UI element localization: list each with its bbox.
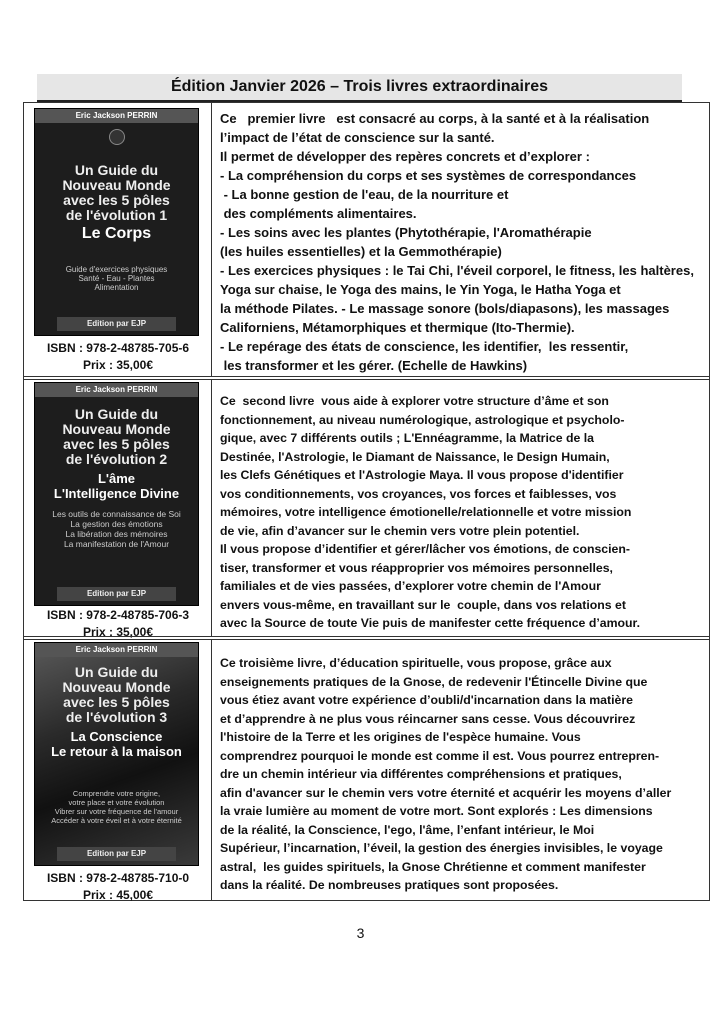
description-line: et d’apprendre à ne plus vous réincarner sans cesse. Vous découvrirez	[220, 711, 636, 726]
description-line: Il vous propose d’identifier et gérer/lâcher vos émotions, de conscien-	[220, 542, 631, 556]
description-line: l’impact de l’état de conscience sur la santé.	[220, 130, 495, 145]
cover-description: Comprendre votre origine, votre place et votre évolution Vibrer sur votre fréquence de l'amour Accéder à votre éveil et à votre éternité	[51, 789, 182, 825]
description-line: - Le repérage des états de conscience, les identifier, les ressentir,	[220, 339, 629, 354]
description-line: dre un chemin intérieur via différentes compréhensions et pratiques,	[220, 767, 622, 781]
book-cover-cell	[24, 103, 212, 376]
description-line: tiser, transformer et vous réapproprier vos mémoires personnelles,	[220, 560, 613, 575]
cover-description: Les outils de connaissance de Soi La gestion des émotions La libération des mémoires La manifestation de l'Amour	[52, 509, 181, 549]
cover-subtitle: L'âme L'Intelligence Divine	[53, 471, 180, 501]
book-isbn: ISBN : 978-2-48785-710-0	[46, 871, 190, 885]
emblem-icon	[109, 129, 125, 145]
book-cover-cell	[24, 380, 212, 639]
description-line: mémoires, votre intelligence émotionelle/relationnelle et votre mission	[220, 505, 632, 519]
cover-author: Eric Jackson PERRIN	[35, 643, 198, 657]
book-cover-image	[34, 382, 199, 606]
description-line: enseignements pratiques de la Gnose, de redevenir l'Étincelle Divine que	[220, 674, 648, 689]
book-cover-cell	[24, 640, 212, 900]
cover-description: Guide d'exercices physiques Santé - Eau - Plantes Alimentation	[65, 265, 168, 292]
cover-subtitle: La Conscience Le retour à la maison	[51, 729, 182, 759]
cover-author: Eric Jackson PERRIN	[35, 109, 198, 123]
book-isbn: ISBN : 978-2-48785-705-6	[46, 341, 190, 355]
description-line: comprendrez pourquoi le monde est comme il est. Vous pourrez entrepren-	[220, 748, 660, 763]
description-line: des compléments alimentaires.	[220, 206, 417, 221]
book-price: Prix : 45,00€	[82, 888, 154, 902]
description-line: Ce premier livre est consacré au corps, à la santé et à la réalisation	[220, 111, 650, 126]
description-line: afin d'avancer sur le chemin vers votre éternité et acquérir les moyens d’aller	[220, 785, 672, 800]
book-isbn-price	[24, 340, 212, 374]
description-line: (les huiles essentielles) et la Gemmothérapie)	[220, 244, 502, 259]
book-row	[24, 103, 709, 376]
description-line: dans la réalité. De nombreuses pratiques sont proposées.	[220, 878, 559, 892]
description-line: - La compréhension du corps et ses systèmes de correspondances	[220, 168, 637, 183]
book-cover-image	[34, 642, 199, 866]
book-price: Prix : 35,00€	[82, 625, 154, 639]
description-line: de vie, afin d’avancer sur le chemin vers votre plein potentiel.	[220, 523, 580, 538]
description-line: l'histoire de la Terre et les origines de l'espèce humaine. Vous	[220, 730, 581, 744]
cover-title: Un Guide du Nouveau Monde avec les 5 pôles de l'évolution 3	[62, 664, 171, 725]
description-line: avec la Source de toute Vie puis de manifester cette fréquence d’amour.	[220, 616, 641, 630]
book-cover-image	[34, 108, 199, 336]
description-line: Supérieur, l’incarnation, l’éveil, la gestion des énergies invisibles, le voyage	[220, 841, 663, 855]
description-line: Californiens, Métamorphiques et thermique (Ito-Thermie).	[220, 320, 575, 335]
description-line: Ce second livre vous aide à explorer votre structure d’âme et son	[220, 394, 609, 408]
description-line: la méthode Pilates. - Le massage sonore (bols/diapasons), les massages	[220, 301, 670, 316]
description-line: la vraie lumière au moment de votre mort. Sont explorés : Les dimensions	[220, 804, 653, 818]
page-title: Édition Janvier 2026 – Trois livres extraordinaires	[37, 74, 682, 103]
book-isbn: ISBN : 978-2-48785-706-3	[46, 608, 190, 622]
book-isbn-price	[24, 870, 212, 904]
cover-author: Eric Jackson PERRIN	[35, 383, 198, 397]
description-line: Yoga sur chaise, le Yoga des mains, le Yin Yoga, le Hatha Yoga et	[220, 282, 621, 297]
description-line: les transformer et les gérer. (Echelle de Hawkins)	[220, 358, 528, 373]
description-line: de la réalité, la Conscience, l'ego, l'âme, l’enfant intérieur, le Moi	[220, 822, 595, 837]
book-row	[24, 379, 709, 639]
description-line: - Les exercices physiques : le Tai Chi, l'éveil corporel, le fitness, les haltères,	[220, 263, 694, 278]
cover-title: Un Guide du Nouveau Monde avec les 5 pôles de l'évolution 2	[62, 406, 171, 467]
description-line: astral, les guides spirituels, la Gnose Chrétienne et comment manifester	[220, 859, 646, 874]
cover-subtitle: Le Corps	[81, 225, 152, 242]
book-price: Prix : 35,00€	[82, 358, 154, 372]
description-line: envers vous-même, en travaillant sur le couple, dans vos relations et	[220, 597, 626, 612]
description-line: les Clefs Génétiques et l'Astrologie Maya. Il vous propose d'identifier	[220, 468, 624, 482]
book-description	[212, 103, 709, 376]
cover-publisher: Edition par EJP	[57, 317, 176, 331]
books-table	[23, 102, 710, 901]
description-line: - La bonne gestion de l'eau, de la nourriture et	[220, 187, 509, 202]
description-line: - Les soins avec les plantes (Phytothérapie, l'Aromathérapie	[220, 225, 592, 240]
cover-publisher: Edition par EJP	[57, 587, 176, 601]
description-line: Il permet de développer des repères concrets et d’explorer :	[220, 149, 590, 164]
book-row	[24, 639, 709, 900]
description-line: Destinée, l'Astrologie, le Diamant de Naissance, le Design Humain,	[220, 449, 610, 464]
description-line: vos conditionnements, vos croyances, vos forces et faiblesses, vos	[220, 486, 617, 501]
page-number: 3	[356, 925, 365, 941]
cover-title: Un Guide du Nouveau Monde avec les 5 pôles de l'évolution 1	[62, 162, 171, 223]
description-line: vous étiez avant votre expérience d’oubli/d'incarnation dans la matière	[220, 693, 633, 707]
description-line: gique, avec 7 différents outils ; L'Ennéagramme, la Matrice de la	[220, 431, 594, 445]
book-description	[212, 380, 709, 636]
description-line: fonctionnement, au niveau numérologique, astrologique et psycholo-	[220, 412, 625, 427]
book-description	[212, 640, 709, 900]
cover-publisher: Edition par EJP	[57, 847, 176, 861]
description-line: Ce troisième livre, d’éducation spirituelle, vous propose, grâce aux	[220, 656, 612, 670]
description-line: familiales et de vies passées, d’explorer votre chemin de l'Amour	[220, 579, 601, 593]
